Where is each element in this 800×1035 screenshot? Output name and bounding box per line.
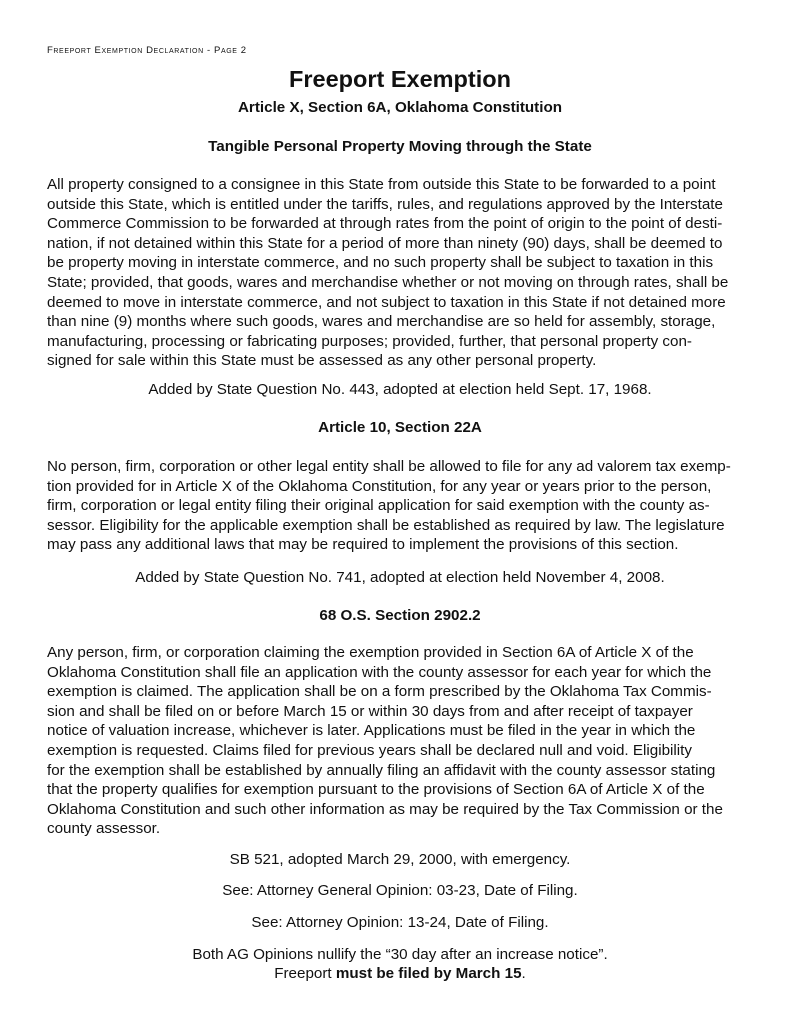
paragraph-line: signed for sale within this State must be assessed as any other personal property. (47, 352, 597, 370)
paragraph-line: Commerce Commission to be forwarded at through rates from the point of origin to the point of desti- (47, 215, 723, 233)
paragraph-line: Oklahoma Constitution shall file an application with the county assessor for each year for which the (47, 663, 712, 681)
final-deadline (0, 965, 800, 982)
paragraph-line: than nine (9) months where such goods, wares and merchandise are so held for assembly, storage, (47, 313, 716, 331)
paragraph-line: exemption is requested. Claims filed for previous years shall be declared null and void. Eligibility (47, 741, 692, 759)
note-ag-nullify: Both AG Opinions nullify the “30 day after an increase notice”. (192, 946, 608, 963)
paragraph-line: State; provided, that goods, wares and merchandise whether or not moving on through rates, shall be (47, 273, 729, 291)
paragraph-line: deemed to move in interstate commerce, and not subject to taxation in this State if not detained more (47, 293, 726, 311)
paragraph-line: for the exemption shall be established by annually filing an affidavit with the county assessor stating (47, 761, 716, 779)
paragraph-line: Any person, firm, or corporation claiming the exemption provided in Section 6A of Article X of the (47, 644, 694, 661)
note-sq443: Added by State Question No. 443, adopted at election held Sept. 17, 1968. (148, 381, 652, 398)
heading-article-10: Article 10, Section 22A (318, 419, 482, 436)
paragraph-3 (47, 643, 755, 839)
paragraph-line: county assessor. (47, 820, 161, 838)
paragraph-line: notice of valuation increase, whichever is later. Applications must be filed in the year in which the (47, 722, 696, 740)
paragraph-line: may pass any additional laws that may be required to implement the provisions of this section. (47, 536, 679, 554)
subheading: Tangible Personal Property Moving through the State (208, 138, 592, 155)
note-sb521: SB 521, adopted March 29, 2000, with emergency. (229, 851, 571, 868)
final-prefix: Freeport (274, 965, 336, 982)
final-deadline-bold: must be filed by March 15 (335, 965, 522, 982)
paragraph-line: Oklahoma Constitution and such other information as may be required by the Tax Commission or the (47, 800, 723, 818)
page-header: Freeport Exemption Declaration - Page 2 (47, 45, 247, 56)
heading-68-os: 68 O.S. Section 2902.2 (319, 607, 481, 624)
page-title: Freeport Exemption (289, 66, 511, 92)
paragraph-2 (47, 457, 755, 555)
paragraph-line: sessor. Eligibility for the applicable exemption shall be established as required by law. The legislature (47, 516, 725, 534)
paragraph-line: All property consigned to a consignee in this State from outside this State to be forwarded to a point (47, 176, 716, 193)
paragraph-line: No person, firm, corporation or other legal entity shall be allowed to file for any ad valorem tax exemp- (47, 458, 731, 475)
paragraph-1 (47, 175, 755, 371)
note-sq741: Added by State Question No. 741, adopted at election held November 4, 2008. (135, 569, 665, 586)
paragraph-line: nation, if not detained within this State for a period of more than ninety (90) days, shall be deemed to (47, 234, 723, 252)
paragraph-line: be property moving in interstate commerce, and no such property shall be subject to taxation in this (47, 254, 714, 272)
paragraph-line: manufacturing, processing or fabricating purposes; provided, further, that personal property con- (47, 332, 692, 350)
article-heading: Article X, Section 6A, Oklahoma Constitution (237, 99, 563, 116)
paragraph-line: firm, corporation or legal entity filing their original application for said exemption with the county as- (47, 497, 710, 515)
paragraph-line: outside this State, which is entitled under the tariffs, rules, and regulations approved by the Interstate (47, 195, 723, 213)
paragraph-line: sion and shall be filed on or before March 15 or within 30 days from and after receipt of taxpayer (47, 702, 693, 720)
paragraph-line: tion provided for in Article X of the Oklahoma Constitution, for any year or years prior to the person, (47, 477, 712, 495)
paragraph-line: exemption is claimed. The application shall be on a form prescribed by the Oklahoma Tax Commis- (47, 683, 712, 701)
final-suffix: . (521, 965, 526, 982)
note-ag-opinion: See: Attorney General Opinion: 03-23, Date of Filing. (222, 882, 578, 899)
paragraph-line: that the property qualifies for exemption pursuant to the provisions of Section 6A of Article X of the (47, 781, 705, 799)
note-attorney-opinion: See: Attorney Opinion: 13-24, Date of Filing. (251, 914, 549, 931)
